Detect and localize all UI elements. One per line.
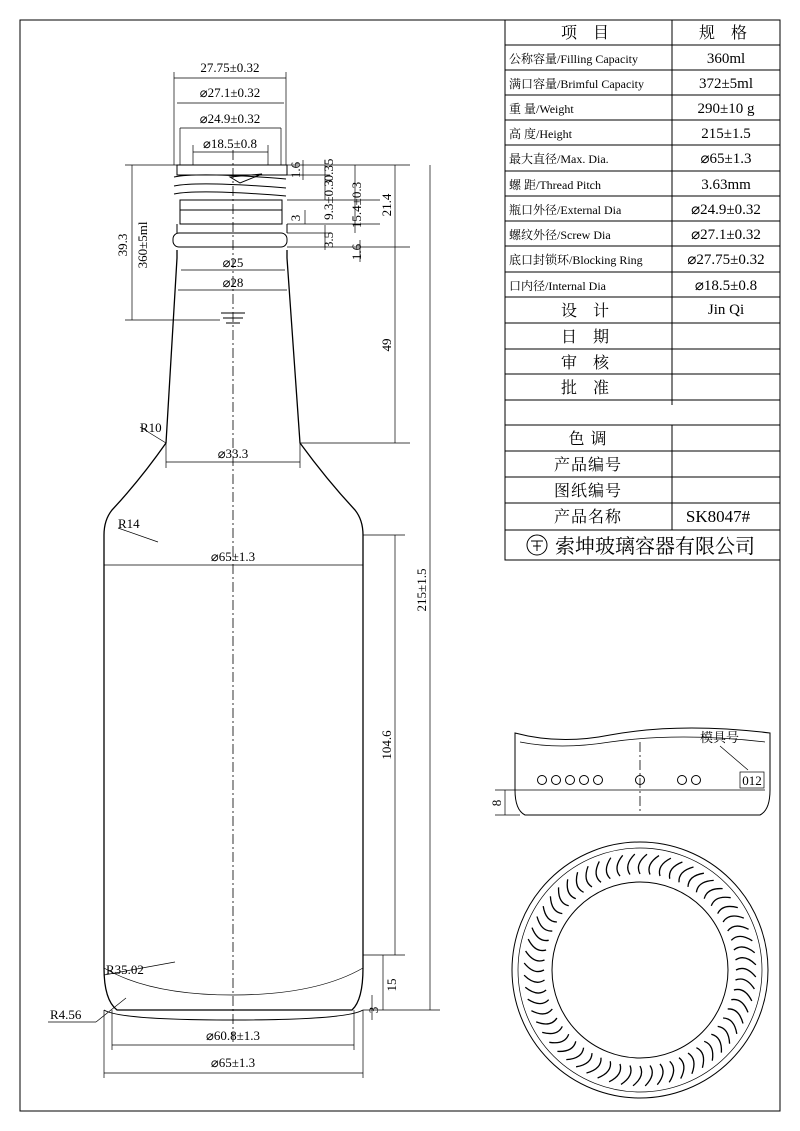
knurl-mark: [525, 987, 546, 993]
knurl-mark: [731, 936, 752, 940]
product-label: 图纸编号: [553, 483, 623, 500]
knurl-mark: [633, 1066, 642, 1086]
knurl-mark: [543, 906, 557, 922]
knurl-mark: [526, 951, 545, 961]
spec-value: 372±5ml: [698, 76, 754, 92]
knurl-mark: [688, 873, 704, 887]
knurl-mark: [649, 856, 659, 875]
dim-push-up: 3: [366, 1006, 381, 1014]
knurl-mark: [688, 1053, 694, 1074]
bottom-knurl-marks: [524, 854, 756, 1086]
spec-label: 高 度/Height: [509, 127, 572, 141]
knurl-mark: [718, 906, 738, 913]
bottle-outline: [104, 165, 363, 1020]
dim-external-dia: ⌀24.9±0.32: [199, 111, 261, 126]
product-rows: [554, 430, 751, 526]
approval-label: 审 核: [560, 355, 616, 372]
spec-label: 重 量/Weight: [509, 102, 574, 116]
spec-value: 360ml: [706, 51, 746, 67]
dim-fill-cap: 360±5ml: [135, 221, 150, 269]
spec-value: 215±1.5: [701, 126, 751, 142]
spec-value: 290±10 g: [697, 101, 755, 117]
knurl-mark: [542, 1026, 562, 1033]
knurl-mark: [736, 979, 755, 989]
knurl-mark: [537, 917, 552, 932]
knurl-mark: [524, 975, 544, 982]
knurl-mark: [587, 1058, 602, 1073]
dim-shoulder-dia: ⌀33.3: [217, 446, 249, 461]
knurl-mark: [576, 872, 583, 892]
dim-neck-top: ⌀25: [222, 255, 244, 270]
knurl-mark: [679, 867, 694, 882]
knurl-dot: [538, 776, 547, 785]
product-label: 色 调: [568, 431, 608, 448]
top-dimensions: [174, 60, 286, 165]
mold-label: 模具号: [700, 730, 740, 745]
dim-pitch-gap: 3: [288, 214, 303, 222]
bottom-view: [512, 842, 768, 1098]
knurl-mark: [645, 1066, 652, 1086]
company-logo-icon: [527, 535, 547, 555]
dim-screw-dia: ⌀27.1±0.32: [199, 85, 261, 100]
knurl-mark: [657, 1064, 663, 1085]
knurl-mark: [524, 963, 544, 972]
title-block: [505, 20, 780, 560]
spec-value: ⌀18.5±0.8: [694, 278, 758, 294]
spec-label: 最大直径/Max. Dia.: [509, 152, 609, 166]
knurl-dot: [552, 776, 561, 785]
header-spec: 规 格: [698, 25, 754, 42]
spec-label: 满口容量/Brimful Capacity: [509, 77, 644, 91]
spec-value: ⌀24.9±0.32: [691, 202, 761, 218]
dim-heel-r: R35.02: [106, 962, 144, 977]
sheet-border: [20, 20, 780, 1111]
dim-neck-len: 49: [379, 338, 394, 352]
spec-value: 3.63mm: [701, 177, 751, 193]
knurl-mark: [621, 1066, 631, 1085]
product-value: SK8047#: [685, 507, 751, 526]
knurl-mark: [696, 1048, 703, 1068]
knurl-mark: [559, 887, 569, 905]
knurl-dot: [580, 776, 589, 785]
product-label: 产品编号: [553, 457, 623, 474]
knurl-mark: [536, 1018, 557, 1024]
spec-label: 公称容量/Filling Capacity: [509, 52, 638, 66]
knurl-mark: [528, 999, 549, 1003]
dim-bottom-dia: ⌀65±1.3: [210, 1055, 256, 1070]
dim-neck-dia: ⌀28: [222, 275, 244, 290]
dim-ring-w: 3.5: [321, 231, 336, 249]
knurl-mark: [638, 854, 647, 874]
knurl-mark: [531, 1009, 552, 1014]
knurl-dots: [538, 776, 701, 785]
dim-ring-h: 15.4±0.3: [349, 181, 364, 229]
knurl-dot: [594, 776, 603, 785]
dim-fill-h: 39.3: [115, 233, 130, 257]
knurl-dot: [692, 776, 701, 785]
dim-neck-h: 21.4: [379, 193, 394, 217]
spec-label: 底口封锁环/Blocking Ring: [509, 253, 643, 267]
knurl-mark: [606, 858, 610, 879]
body-dimensions: [48, 255, 363, 1078]
knurl-mark: [704, 1041, 713, 1060]
knurl-mark: [704, 889, 722, 899]
knurl-mark: [728, 926, 749, 931]
spec-rows: [509, 51, 765, 294]
knurl-mark: [576, 1053, 592, 1067]
knurl-mark: [628, 854, 635, 874]
dim-thread-h: 1.6: [288, 161, 303, 179]
header-item: 项 目: [560, 25, 616, 42]
dim-thread-tol: 0.35: [321, 158, 336, 182]
dim-blocking-ring: 27.75±0.32: [200, 60, 260, 75]
dim-base-dia: ⌀60.8±1.3: [206, 1028, 260, 1043]
approval-label: 日 期: [560, 329, 616, 346]
product-label: 产品名称: [553, 509, 623, 526]
knurl-mark: [736, 958, 756, 965]
knurl-mark: [586, 866, 592, 887]
knurl-mark: [669, 1061, 673, 1082]
knurl-mark: [596, 861, 601, 882]
spec-label: 螺纹外径/Screw Dia: [509, 228, 611, 242]
spec-label: 瓶口外径/External Dia: [509, 203, 622, 217]
left-dimensions: [115, 165, 220, 320]
knurl-mark: [736, 968, 756, 977]
knurl-mark: [711, 1034, 721, 1052]
knurl-mark: [549, 1034, 568, 1043]
dim-body-dia: ⌀65±1.3: [210, 549, 256, 564]
spec-value: ⌀27.75±0.32: [687, 252, 765, 268]
dim-knurl-h: 8: [489, 799, 504, 807]
knurl-mark: [734, 947, 755, 953]
mold-number: 012: [742, 773, 762, 788]
dim-lower-gap: 1.6: [349, 243, 364, 261]
dim-total-h: 215±1.5: [414, 568, 429, 612]
knurl-mark: [728, 1009, 743, 1024]
spec-label: 螺 距/Thread Pitch: [509, 178, 601, 192]
spec-value: ⌀27.1±0.32: [691, 227, 761, 243]
dim-base-r: R4.56: [50, 1007, 82, 1022]
dim-body-len: 104.6: [379, 730, 394, 760]
dim-shoulder-r: R10: [140, 420, 162, 435]
dim-body-r: R14: [118, 516, 140, 531]
spec-label: 口内径/Internal Dia: [509, 279, 606, 293]
knurl-mark: [723, 916, 744, 922]
mold-detail: [489, 728, 770, 815]
dim-heel-h: 15: [384, 978, 399, 992]
knurl-mark: [567, 879, 576, 898]
approval-value: Jin Qi: [707, 302, 745, 318]
knurl-mark: [679, 1058, 684, 1079]
knurl-mark: [711, 897, 730, 906]
dim-internal-dia: ⌀18.5±0.8: [203, 136, 257, 151]
knurl-mark: [557, 1041, 575, 1051]
company-name: 索坤玻璃容器有限公司: [555, 534, 755, 558]
spec-value: ⌀65±1.3: [700, 151, 752, 167]
knurl-dot: [678, 776, 687, 785]
approval-label: 设 计: [560, 303, 616, 320]
knurl-dot: [566, 776, 575, 785]
knurl-mark: [723, 1018, 737, 1034]
knurl-mark: [617, 855, 623, 876]
approval-label: 批 准: [560, 380, 616, 397]
dim-finish-h: 9.3±0.3: [321, 180, 336, 220]
